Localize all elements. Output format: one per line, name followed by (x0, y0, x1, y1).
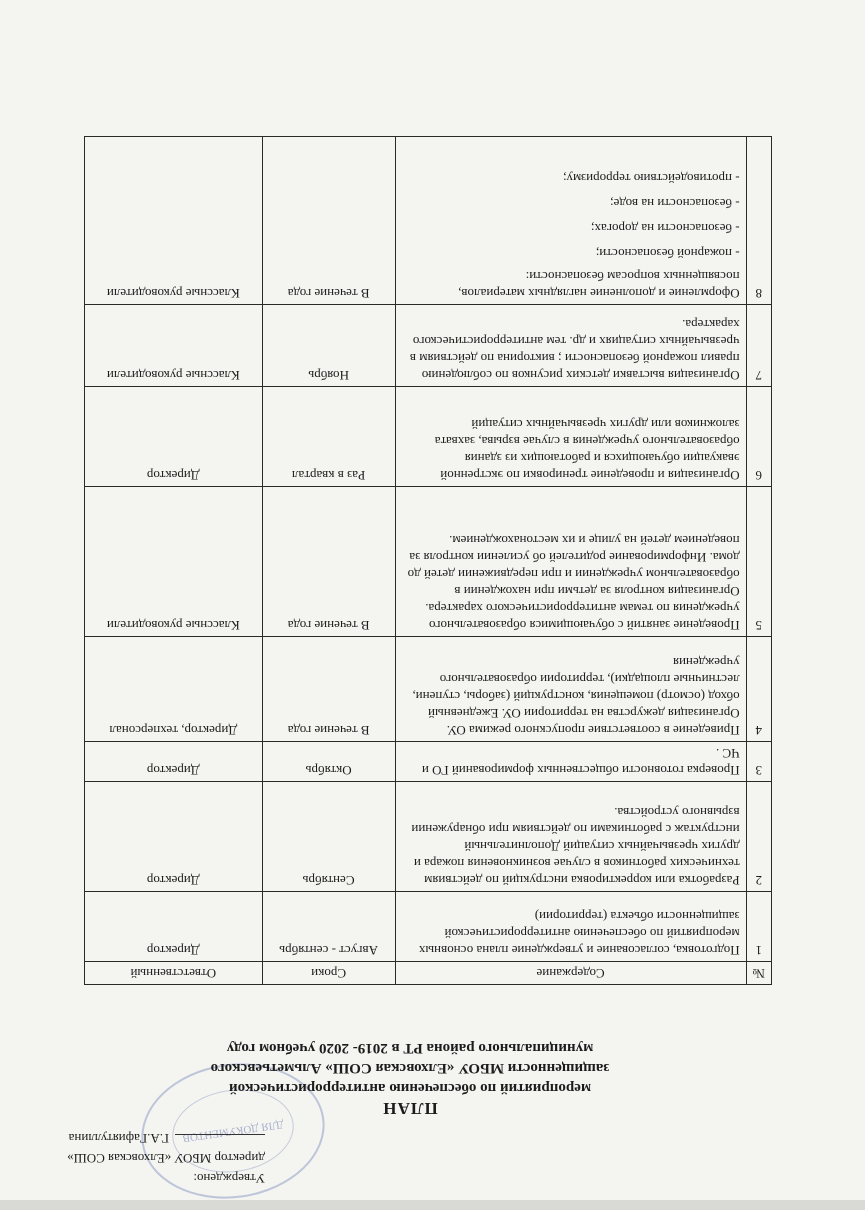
row-num: 6 (746, 387, 771, 487)
row-resp: Директор, техперсонал (85, 637, 263, 742)
row-term: Сентябрь (262, 782, 395, 892)
row-resp: Классные руководители (85, 305, 263, 387)
row-term: В течение года (262, 637, 395, 742)
row-resp: Классные руководители (85, 137, 263, 305)
row-term: Раз в квартал (262, 387, 395, 487)
row-num: 3 (746, 742, 771, 782)
table-row (85, 742, 772, 782)
row-num: 7 (746, 305, 771, 387)
row-num: 4 (746, 637, 771, 742)
row-num: 1 (746, 892, 771, 962)
table-row (85, 892, 772, 962)
header-num: № (746, 962, 771, 985)
row-resp: Директор (85, 742, 263, 782)
row-term: Ноябрь (262, 305, 395, 387)
row-term: Август - сентябрь (262, 892, 395, 962)
table-row (85, 387, 772, 487)
signature-line (175, 1134, 265, 1147)
row-num: 8 (746, 137, 771, 305)
row-resp: Директор (85, 892, 263, 962)
row-num: 2 (746, 782, 771, 892)
title-line-3: муниципального района РТ в 2019- 2020 учебном году (226, 1040, 594, 1056)
document-title (95, 1038, 725, 1118)
header-term: Сроки (262, 962, 395, 985)
row-content: Подготовка, согласование и утверждение плана основных мероприятий по обеспечению антитеррористической защищенности объекта (территории) (395, 892, 746, 962)
table-row (85, 137, 772, 305)
row-content: Проверка готовности общественных формирований ГО и ЧС . (395, 742, 746, 782)
table-row (85, 487, 772, 637)
table-header-row (85, 962, 772, 985)
table-row (85, 637, 772, 742)
title-line-2: защищенности МБОУ «Елховская СОШ» Альметьевского (210, 1060, 610, 1076)
row-content: Разработка или корректировка инструкций по действиям технических работников в случае возникновения пожара и других чрезвычайных ситуаций Дополнительный инструктаж с работниками по действиям при обнаружении взрывного устройства. (395, 782, 746, 892)
row-resp: Директор (85, 387, 263, 487)
approval-label: Утверждено: (193, 1171, 265, 1186)
row-content: Оформление и дополнение наглядных материалов, посвященных вопросам безопасности: (458, 269, 740, 301)
header-content: Содержание (395, 962, 746, 985)
row-content-group (395, 137, 746, 305)
table-row (85, 305, 772, 387)
plan-table (84, 136, 772, 985)
row-term: В течение года (262, 137, 395, 305)
header-resp: Ответственный (85, 962, 263, 985)
safety-topics-list (402, 170, 740, 262)
stamp-text: ДЛЯ ДОКУМЕНТОВ (181, 1117, 285, 1145)
approval-block (15, 1128, 265, 1188)
title-word: ПЛАН (382, 1099, 438, 1118)
approval-signature-line (15, 1128, 265, 1148)
row-content: Организация и проведение тренировки по экстренной эвакуации обучающихся и работающих из здания образовательного учреждения в случае взрыва, захвата заложников или других чрезвычайных ситуаций (395, 387, 746, 487)
list-item: - безопасности на воде; (402, 195, 740, 212)
list-item: - противодействию терроризму; (402, 170, 740, 187)
row-content: Проведение занятий с обучающимися образовательного учреждения по темам антитеррористического характера. Организация контроля за детьми при нахождении в образовательном учреждении и при передвижении детей до дома. Информирование родителей об усилении контроля за поведением детей на улице и их местонахождением. (395, 487, 746, 637)
table-row (85, 782, 772, 892)
list-item: - пожарной безопасности; (402, 245, 740, 262)
row-term: В течение года (262, 487, 395, 637)
title-line-1: мероприятий по обеспечению антитеррористической (228, 1080, 592, 1096)
approval-signer: Г.А.Гафиятуллина (68, 1131, 169, 1146)
row-content: Приведение в соответствие пропускного режима ОУ. Организация дежурства на территории ОУ. Ежедневный обход (осмотр) помещения, конструкций (заборы, ступени, лестничные площадки), территории образовательного учреждения (395, 637, 746, 742)
row-num: 5 (746, 487, 771, 637)
approval-position: директор МБОУ «Елховская СОШ» (67, 1151, 265, 1166)
list-item: - безопасности на дорогах; (402, 220, 740, 237)
row-content: Организация выставки детских рисунков по соблюдению правил пожарной безопасности ; викторина по действиям в чрезвычайных ситуациях и др. тем антитеррористического характера. (395, 305, 746, 387)
row-resp: Классные руководители (85, 487, 263, 637)
row-term: Октябрь (262, 742, 395, 782)
row-resp: Директор (85, 782, 263, 892)
